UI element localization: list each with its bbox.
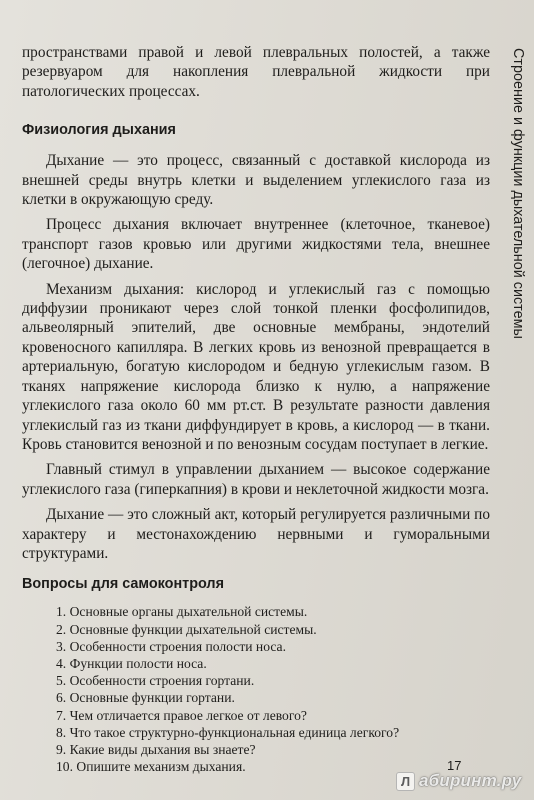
intro-paragraph: пространствами правой и левой плевральных полостей, а также резервуаром для накопления плевральной жидкости при патологических процессах.	[22, 44, 490, 100]
list-item: 5. Особенности строения гортани.	[56, 673, 255, 689]
paragraph-definition: Дыхание — это процесс, связанный с доставкой кислорода из внешней среды внутрь клетки и выделением углекислого газа из клетки в окружающую среду.	[22, 152, 490, 209]
list-item: 2. Основные функции дыхательной системы.	[56, 621, 317, 637]
paragraph-mechanism: Механизм дыхания: кислород и углекислый газ с помощью диффузии проникают через слой тонкой пленки фосфолипидов, альвеолярный эпителий, две основные мембраны, эндотелий кровеносного капилляра. В легких кровь из венозной превращается в артериальную, богатую кислородом и бедную углекислым газом. В тканях напряжение кислорода близко к нулю, а напряжение углекислого газа около 60 мм рт.ст. В результате разности давления углекислый газ из ткани диффундирует в кровь, а кислород — в ткани. Кровь становится венозной и по венозным сосудам поступает в легкие.	[22, 280, 490, 453]
list-item: 9. Какие виды дыхания вы знаете?	[56, 741, 256, 757]
list-item: 1. Основные органы дыхательной системы.	[56, 604, 308, 620]
page-number: 17	[447, 758, 462, 773]
list-item: 3. Особенности строения полости носа.	[56, 638, 286, 654]
list-item: 8. Что такое структурно-функциональная единица легкого?	[56, 724, 400, 740]
paragraph-regulation: Дыхание — это сложный акт, который регулируется различными по характеру и местонахождению нервными и гуморальными структурами.	[22, 506, 490, 562]
questions-list	[22, 603, 490, 775]
page-content	[22, 43, 490, 775]
list-item: 6. Основные функции гортани.	[56, 690, 235, 706]
watermark-text: абиринт.ру	[419, 771, 522, 790]
running-side-title: Строение и функции дыхательной системы	[510, 48, 526, 339]
list-item: 7. Чем отличается правое легкое от левого?	[56, 707, 307, 723]
watermark-logo-icon: Л	[396, 772, 415, 791]
section-heading: Физиология дыхания	[22, 122, 176, 139]
questions-heading: Вопросы для самоконтроля	[22, 576, 224, 593]
paragraph-stimulus: Главный стимул в управлении дыханием — высокое содержание углекислого газа (гиперкапния) в крови и неклеточной жидкости мозга.	[22, 461, 490, 498]
watermark	[396, 770, 521, 792]
list-item: 10. Опишите механизм дыхания.	[56, 759, 246, 775]
list-item: 4. Функции полости носа.	[56, 655, 207, 671]
paragraph-process: Процесс дыхания включает внутреннее (клеточное, тканевое) транспорт газов кровью или другими жидкостями тела, внешнее (легочное) дыхание.	[22, 216, 490, 273]
